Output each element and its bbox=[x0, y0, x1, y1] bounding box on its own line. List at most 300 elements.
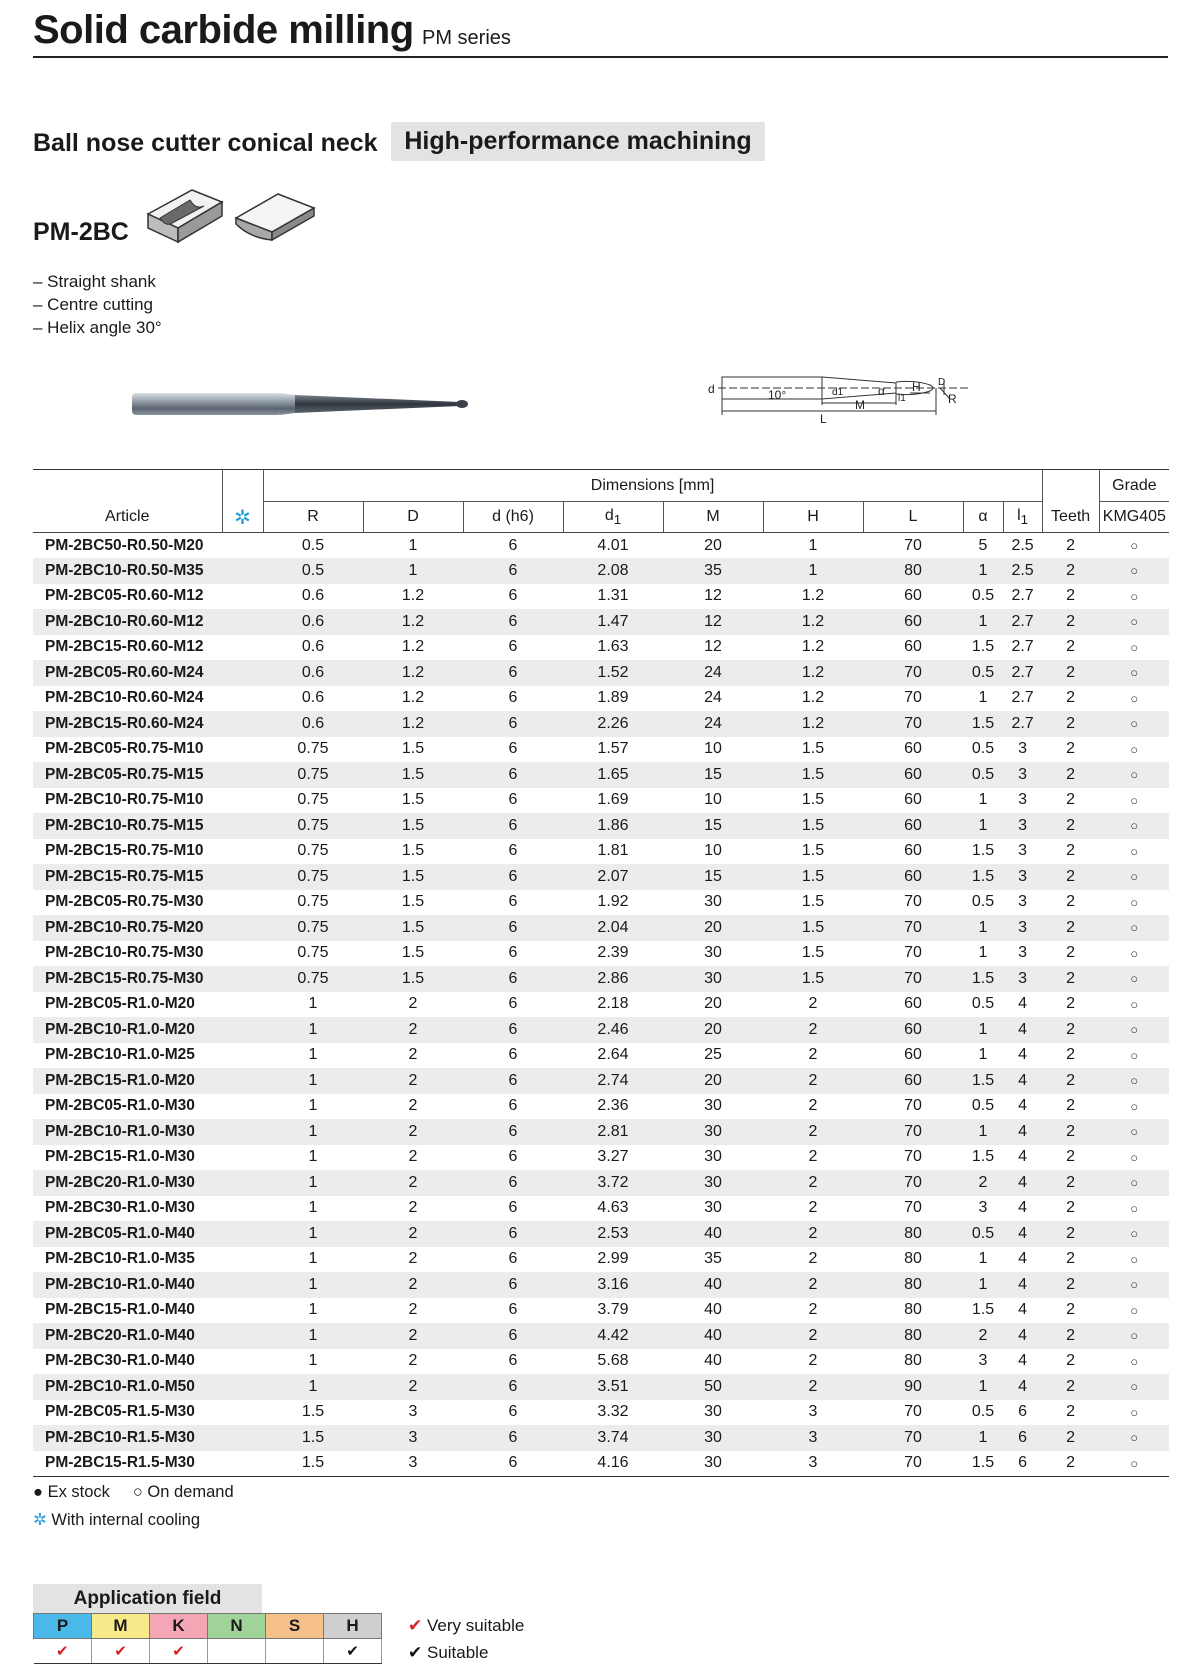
cell-l1: 3 bbox=[1003, 915, 1042, 941]
cell-teeth: 2 bbox=[1066, 536, 1076, 554]
cell-teeth: 2 bbox=[1066, 740, 1076, 758]
table-row bbox=[33, 1221, 1169, 1247]
cell-H: 3 bbox=[763, 1425, 863, 1451]
cell-cooling bbox=[222, 737, 263, 763]
table-row bbox=[33, 1272, 1169, 1298]
cell-H: 1.5 bbox=[763, 915, 863, 941]
cell-teeth: 2 bbox=[1042, 1170, 1099, 1196]
cell-R: 1.5 bbox=[301, 1403, 325, 1421]
cell-alpha: 1.5 bbox=[971, 638, 995, 656]
cell-H: 3 bbox=[808, 1403, 818, 1421]
cell-grade: ○ bbox=[1099, 1323, 1169, 1349]
cell-alpha: 1 bbox=[963, 813, 1003, 839]
check-icon: ✔ bbox=[55, 1643, 69, 1660]
cell-R: 1 bbox=[308, 1250, 318, 1268]
cell-cooling bbox=[222, 1094, 263, 1120]
diagram-label-M: M bbox=[855, 398, 865, 412]
cell-D: 2 bbox=[408, 1148, 418, 1166]
spec-table bbox=[33, 469, 1169, 1477]
cell-l1: 3 bbox=[1018, 791, 1028, 809]
feature-item: – Straight shank bbox=[33, 272, 156, 291]
cell-alpha: 3 bbox=[978, 1199, 988, 1217]
cell-R: 0.5 bbox=[263, 558, 363, 584]
cell-L: 70 bbox=[904, 536, 922, 554]
diagram-label-alpha: α bbox=[878, 384, 885, 398]
cell-H: 2 bbox=[808, 995, 818, 1013]
cell-R: 0.75 bbox=[297, 740, 329, 758]
cell-grade: ○ bbox=[1130, 1404, 1139, 1420]
cell-L: 80 bbox=[904, 1250, 922, 1268]
group-header-dimensions: Dimensions [mm] bbox=[263, 470, 1042, 502]
cell-D: 2 bbox=[408, 1097, 418, 1115]
cell-R: 0.6 bbox=[263, 609, 363, 635]
cell-D: 2 bbox=[408, 1250, 418, 1268]
cell-H: 1.5 bbox=[801, 740, 825, 758]
cell-cooling bbox=[222, 686, 263, 712]
cell-d1: 4.63 bbox=[597, 1199, 629, 1217]
cooling-label: With internal cooling bbox=[51, 1511, 200, 1529]
cell-M: 30 bbox=[704, 1097, 722, 1115]
table-row bbox=[33, 1247, 1169, 1273]
cell-M: 20 bbox=[663, 1017, 763, 1043]
col-header-l1-main: l bbox=[1017, 506, 1021, 524]
cell-L: 70 bbox=[904, 1199, 922, 1217]
table-row bbox=[33, 1196, 1169, 1222]
cell-grade: ○ bbox=[1130, 1200, 1139, 1216]
cell-cooling bbox=[222, 966, 263, 992]
cell-l1: 4 bbox=[1018, 1301, 1028, 1319]
cell-d: 6 bbox=[463, 762, 563, 788]
stock-legend bbox=[33, 1483, 234, 1502]
cell-l1: 4 bbox=[1018, 1352, 1028, 1370]
cell-D: 1.5 bbox=[401, 893, 425, 911]
cell-l1: 4 bbox=[1003, 1374, 1042, 1400]
feature-item: – Centre cutting bbox=[33, 295, 154, 314]
cell-teeth: 2 bbox=[1042, 660, 1099, 686]
cell-R: 0.75 bbox=[297, 893, 329, 911]
cell-H: 1.2 bbox=[763, 660, 863, 686]
cell-d: 6 bbox=[508, 995, 518, 1013]
cell-alpha: 1.5 bbox=[971, 1148, 995, 1166]
cell-teeth: 2 bbox=[1066, 893, 1076, 911]
cell-teeth: 2 bbox=[1042, 864, 1099, 890]
cell-L: 70 bbox=[863, 1119, 963, 1145]
cell-d1: 2.46 bbox=[563, 1017, 663, 1043]
cell-R: 0.75 bbox=[263, 813, 363, 839]
cell-L: 60 bbox=[863, 813, 963, 839]
cell-d1: 2.64 bbox=[597, 1046, 629, 1064]
cell-d: 6 bbox=[508, 1199, 518, 1217]
cell-article: PM-2BC20-R1.0-M30 bbox=[33, 1170, 222, 1196]
cell-alpha: 1 bbox=[963, 1374, 1003, 1400]
cell-alpha: 5 bbox=[978, 536, 988, 554]
cell-L: 80 bbox=[863, 1323, 963, 1349]
cell-article: PM-2BC05-R1.5-M30 bbox=[45, 1403, 195, 1421]
cell-cooling bbox=[222, 1298, 263, 1324]
cell-L: 60 bbox=[904, 740, 922, 758]
col-header-d1-main: d bbox=[604, 506, 614, 524]
slot-profile-icon bbox=[148, 190, 222, 242]
col-header-cooling bbox=[222, 470, 263, 533]
cell-D: 2 bbox=[363, 1068, 463, 1094]
cell-L: 60 bbox=[904, 638, 922, 656]
cell-M: 20 bbox=[704, 995, 722, 1013]
title-divider bbox=[33, 56, 1168, 58]
cell-D: 1 bbox=[363, 558, 463, 584]
cell-cooling bbox=[222, 1068, 263, 1094]
cell-l1: 2.7 bbox=[1011, 638, 1034, 656]
table-row bbox=[33, 941, 1169, 967]
cell-alpha: 2 bbox=[963, 1323, 1003, 1349]
cell-article: PM-2BC10-R0.75-M30 bbox=[45, 944, 204, 962]
cell-grade: ○ bbox=[1099, 1017, 1169, 1043]
col-header-article: Article bbox=[33, 470, 222, 533]
cell-M: 30 bbox=[704, 944, 722, 962]
cell-l1: 3 bbox=[1003, 864, 1042, 890]
cell-d1: 2.26 bbox=[563, 711, 663, 737]
cell-M: 40 bbox=[663, 1272, 763, 1298]
cell-article: PM-2BC10-R0.50-M35 bbox=[33, 558, 222, 584]
table-row bbox=[33, 584, 1169, 610]
cell-D: 1.5 bbox=[401, 842, 425, 860]
cell-d: 6 bbox=[463, 609, 563, 635]
cell-R: 0.75 bbox=[297, 791, 329, 809]
cell-alpha: 1 bbox=[963, 915, 1003, 941]
col-header-d1 bbox=[563, 502, 663, 533]
cell-d: 6 bbox=[463, 1451, 563, 1477]
col-header-d1-sub: 1 bbox=[613, 512, 622, 528]
cell-l1: 4 bbox=[1003, 1017, 1042, 1043]
cell-cooling bbox=[222, 558, 263, 584]
cell-H: 1.5 bbox=[801, 893, 825, 911]
cell-R: 0.6 bbox=[301, 587, 325, 605]
cell-alpha: 1.5 bbox=[963, 1451, 1003, 1477]
cell-M: 30 bbox=[663, 1451, 763, 1477]
cell-l1: 4 bbox=[1003, 1323, 1042, 1349]
cell-l1: 3 bbox=[1018, 893, 1028, 911]
material-p: P bbox=[34, 1614, 92, 1639]
cell-H: 1.5 bbox=[763, 762, 863, 788]
cell-d: 6 bbox=[508, 1352, 518, 1370]
cell-teeth: 2 bbox=[1042, 1068, 1099, 1094]
table-row bbox=[33, 737, 1169, 763]
cell-cooling bbox=[222, 788, 263, 814]
col-header-R: R bbox=[263, 502, 363, 533]
cell-L: 60 bbox=[863, 864, 963, 890]
cell-grade: ○ bbox=[1130, 690, 1139, 706]
cell-article: PM-2BC10-R0.75-M10 bbox=[45, 791, 204, 809]
cell-cooling bbox=[222, 1400, 263, 1426]
cell-R: 0.75 bbox=[263, 864, 363, 890]
cell-R: 0.5 bbox=[301, 536, 325, 554]
cell-D: 3 bbox=[363, 1425, 463, 1451]
cell-teeth: 2 bbox=[1066, 1046, 1076, 1064]
cell-M: 20 bbox=[663, 915, 763, 941]
cell-alpha: 1 bbox=[978, 1250, 988, 1268]
table-row bbox=[33, 839, 1169, 865]
cell-article: PM-2BC10-R0.75-M15 bbox=[33, 813, 222, 839]
cell-H: 2 bbox=[808, 1199, 818, 1217]
cell-alpha: 0.5 bbox=[971, 1403, 995, 1421]
cell-d1: 2.86 bbox=[563, 966, 663, 992]
cell-d: 6 bbox=[463, 864, 563, 890]
cell-M: 30 bbox=[704, 893, 722, 911]
cell-M: 30 bbox=[663, 1170, 763, 1196]
cell-teeth: 2 bbox=[1066, 995, 1076, 1013]
cell-grade: ○ bbox=[1099, 609, 1169, 635]
cell-R: 1 bbox=[263, 1323, 363, 1349]
cell-cooling bbox=[222, 1119, 263, 1145]
cell-alpha: 1.5 bbox=[971, 1301, 995, 1319]
cell-d: 6 bbox=[463, 558, 563, 584]
cell-article: PM-2BC10-R1.0-M35 bbox=[45, 1250, 195, 1268]
cell-l1: 4 bbox=[1003, 1119, 1042, 1145]
cell-d1: 2.07 bbox=[563, 864, 663, 890]
cell-teeth: 2 bbox=[1066, 638, 1076, 656]
cell-article: PM-2BC10-R1.5-M30 bbox=[33, 1425, 222, 1451]
cell-R: 1 bbox=[308, 1301, 318, 1319]
spec-table-body bbox=[33, 533, 1169, 1477]
cell-L: 70 bbox=[863, 1425, 963, 1451]
page-title: Solid carbide milling bbox=[33, 8, 414, 52]
cell-grade: ○ bbox=[1130, 1098, 1139, 1114]
cell-grade: ○ bbox=[1130, 1047, 1139, 1063]
cell-d: 6 bbox=[463, 813, 563, 839]
cell-d1: 2.18 bbox=[597, 995, 629, 1013]
on-demand-symbol: ○ bbox=[132, 1483, 143, 1501]
cell-D: 1.2 bbox=[401, 689, 425, 707]
cell-d1: 1.69 bbox=[597, 791, 629, 809]
cell-L: 60 bbox=[904, 1046, 922, 1064]
cell-grade: ○ bbox=[1130, 1302, 1139, 1318]
table-row bbox=[33, 1068, 1169, 1094]
cell-R: 1 bbox=[308, 1352, 318, 1370]
cell-H: 2 bbox=[808, 1301, 818, 1319]
cell-alpha: 1.5 bbox=[971, 842, 995, 860]
cell-teeth: 2 bbox=[1042, 558, 1099, 584]
cell-article: PM-2BC05-R0.60-M24 bbox=[33, 660, 222, 686]
cell-R: 1.5 bbox=[263, 1425, 363, 1451]
table-row bbox=[33, 1094, 1169, 1120]
cell-alpha: 0.5 bbox=[963, 1221, 1003, 1247]
cell-M: 12 bbox=[704, 638, 722, 656]
cell-article: PM-2BC05-R0.75-M30 bbox=[45, 893, 204, 911]
cell-L: 80 bbox=[904, 1352, 922, 1370]
cell-l1: 2.7 bbox=[1003, 711, 1042, 737]
cell-D: 3 bbox=[363, 1451, 463, 1477]
cell-article: PM-2BC30-R1.0-M40 bbox=[45, 1352, 195, 1370]
cell-D: 3 bbox=[408, 1403, 418, 1421]
cell-grade: ○ bbox=[1130, 792, 1139, 808]
cell-D: 2 bbox=[363, 1170, 463, 1196]
cell-l1: 2.5 bbox=[1011, 536, 1034, 554]
cell-teeth: 2 bbox=[1042, 1221, 1099, 1247]
cell-L: 70 bbox=[904, 893, 922, 911]
cell-L: 60 bbox=[863, 1017, 963, 1043]
table-row bbox=[33, 558, 1169, 584]
cell-R: 0.75 bbox=[263, 966, 363, 992]
cell-R: 0.6 bbox=[263, 711, 363, 737]
cell-d1: 1.81 bbox=[597, 842, 629, 860]
table-row bbox=[33, 1119, 1169, 1145]
cell-d: 6 bbox=[508, 1046, 518, 1064]
cell-d1: 1.31 bbox=[597, 587, 629, 605]
cell-D: 1.5 bbox=[363, 864, 463, 890]
cell-d1: 3.51 bbox=[563, 1374, 663, 1400]
cell-grade: ○ bbox=[1099, 558, 1169, 584]
cell-M: 24 bbox=[663, 660, 763, 686]
cell-alpha: 1.5 bbox=[963, 966, 1003, 992]
table-row bbox=[33, 1170, 1169, 1196]
cell-l1: 4 bbox=[1003, 1170, 1042, 1196]
cell-M: 50 bbox=[663, 1374, 763, 1400]
cell-d1: 3.16 bbox=[563, 1272, 663, 1298]
cell-grade: ○ bbox=[1130, 741, 1139, 757]
cell-cooling bbox=[222, 1043, 263, 1069]
cell-article: PM-2BC10-R0.60-M12 bbox=[33, 609, 222, 635]
cell-d1: 1.47 bbox=[563, 609, 663, 635]
cell-L: 70 bbox=[863, 660, 963, 686]
ex-stock-symbol: ● bbox=[33, 1483, 43, 1501]
cell-teeth: 2 bbox=[1066, 944, 1076, 962]
cell-alpha: 1 bbox=[963, 609, 1003, 635]
cell-d1: 4.01 bbox=[597, 536, 629, 554]
cell-d: 6 bbox=[463, 1374, 563, 1400]
cooling-icon: ✲ bbox=[33, 1511, 47, 1529]
cell-l1: 4 bbox=[1018, 1199, 1028, 1217]
cell-article: PM-2BC05-R0.75-M15 bbox=[33, 762, 222, 788]
header-spacer bbox=[1042, 470, 1099, 502]
table-row bbox=[33, 1400, 1169, 1426]
cell-grade: ○ bbox=[1130, 588, 1139, 604]
check-icon: ✔ bbox=[114, 1643, 127, 1660]
cell-cooling bbox=[222, 1272, 263, 1298]
cell-teeth: 2 bbox=[1042, 915, 1099, 941]
feature-list bbox=[33, 270, 162, 339]
table-row bbox=[33, 762, 1169, 788]
cell-grade: ○ bbox=[1099, 711, 1169, 737]
cell-teeth: 2 bbox=[1042, 1017, 1099, 1043]
cell-d: 6 bbox=[508, 1148, 518, 1166]
cell-H: 1.2 bbox=[763, 711, 863, 737]
feature-item: – Helix angle 30° bbox=[33, 318, 162, 337]
table-row bbox=[33, 1374, 1169, 1400]
cell-cooling bbox=[222, 1374, 263, 1400]
cell-teeth: 2 bbox=[1066, 1199, 1076, 1217]
cell-D: 1.5 bbox=[401, 791, 425, 809]
cell-teeth: 2 bbox=[1066, 1352, 1076, 1370]
cell-R: 0.75 bbox=[297, 842, 329, 860]
tool-dimension-diagram bbox=[700, 365, 985, 435]
table-row bbox=[33, 992, 1169, 1018]
cell-M: 30 bbox=[704, 1148, 722, 1166]
table-row bbox=[33, 711, 1169, 737]
cell-D: 2 bbox=[363, 1221, 463, 1247]
cell-M: 40 bbox=[704, 1352, 722, 1370]
ex-stock-label: Ex stock bbox=[47, 1483, 110, 1501]
cell-M: 10 bbox=[704, 842, 722, 860]
cell-grade: ○ bbox=[1099, 813, 1169, 839]
cell-d: 6 bbox=[463, 660, 563, 686]
very-suitable-label: Very suitable bbox=[426, 1616, 525, 1635]
cell-cooling bbox=[222, 915, 263, 941]
cell-L: 70 bbox=[863, 966, 963, 992]
cell-L: 60 bbox=[904, 791, 922, 809]
cell-L: 70 bbox=[904, 689, 922, 707]
suitable-label: Suitable bbox=[426, 1643, 489, 1662]
very-suitable-key bbox=[408, 1616, 524, 1636]
cell-D: 2 bbox=[363, 1323, 463, 1349]
material-s: S bbox=[266, 1614, 324, 1639]
material-m: M bbox=[92, 1614, 150, 1639]
cell-L: 60 bbox=[863, 762, 963, 788]
cell-d1: 3.32 bbox=[597, 1403, 629, 1421]
cell-H: 1.5 bbox=[763, 966, 863, 992]
cell-R: 0.6 bbox=[301, 638, 325, 656]
cell-H: 1 bbox=[763, 558, 863, 584]
table-row bbox=[33, 1425, 1169, 1451]
cell-article: PM-2BC05-R1.0-M30 bbox=[45, 1097, 195, 1115]
cell-grade: ○ bbox=[1130, 1353, 1139, 1369]
cell-D: 1.5 bbox=[363, 966, 463, 992]
col-header-l1 bbox=[1003, 502, 1042, 533]
cell-H: 1.5 bbox=[801, 944, 825, 962]
cell-H: 2 bbox=[763, 1374, 863, 1400]
cell-D: 2 bbox=[363, 1119, 463, 1145]
cell-D: 2 bbox=[408, 1301, 418, 1319]
cell-article: PM-2BC15-R0.60-M24 bbox=[33, 711, 222, 737]
cell-cooling bbox=[222, 992, 263, 1018]
cell-article: PM-2BC05-R1.0-M20 bbox=[45, 995, 195, 1013]
cell-L: 60 bbox=[904, 995, 922, 1013]
cell-grade: ○ bbox=[1130, 538, 1139, 553]
cell-M: 10 bbox=[704, 740, 722, 758]
cell-d1: 1.89 bbox=[597, 689, 629, 707]
cell-H: 2 bbox=[763, 1119, 863, 1145]
cell-article: PM-2BC15-R0.60-M12 bbox=[45, 638, 204, 656]
cell-article: PM-2BC15-R1.0-M30 bbox=[45, 1148, 195, 1166]
cell-R: 0.75 bbox=[263, 915, 363, 941]
cell-d: 6 bbox=[508, 1097, 518, 1115]
cell-grade: ○ bbox=[1099, 1425, 1169, 1451]
cell-L: 70 bbox=[904, 1148, 922, 1166]
cell-teeth: 2 bbox=[1066, 689, 1076, 707]
cell-grade: ○ bbox=[1099, 1451, 1169, 1477]
table-row bbox=[33, 660, 1169, 686]
cell-article: PM-2BC20-R1.0-M40 bbox=[33, 1323, 222, 1349]
cell-D: 2 bbox=[408, 1046, 418, 1064]
cell-cooling bbox=[222, 635, 263, 661]
cell-l1: 3 bbox=[1003, 966, 1042, 992]
cell-l1: 2.7 bbox=[1011, 689, 1034, 707]
cell-article: PM-2BC10-R0.60-M24 bbox=[45, 689, 204, 707]
cell-l1: 3 bbox=[1003, 762, 1042, 788]
cell-R: 1 bbox=[263, 1119, 363, 1145]
cell-teeth: 2 bbox=[1066, 1097, 1076, 1115]
cell-l1: 3 bbox=[1003, 813, 1042, 839]
cell-alpha: 0.5 bbox=[971, 995, 995, 1013]
table-row bbox=[33, 864, 1169, 890]
diagram-label-d1: d1 bbox=[832, 387, 844, 398]
cell-d: 6 bbox=[463, 1221, 563, 1247]
cell-cooling bbox=[222, 1170, 263, 1196]
diagram-label-l1: l1 bbox=[898, 393, 906, 404]
col-header-alpha: α bbox=[963, 502, 1003, 533]
table-row bbox=[33, 890, 1169, 916]
cell-alpha: 1 bbox=[963, 1272, 1003, 1298]
cell-R: 0.75 bbox=[297, 944, 329, 962]
material-k: K bbox=[150, 1614, 208, 1639]
